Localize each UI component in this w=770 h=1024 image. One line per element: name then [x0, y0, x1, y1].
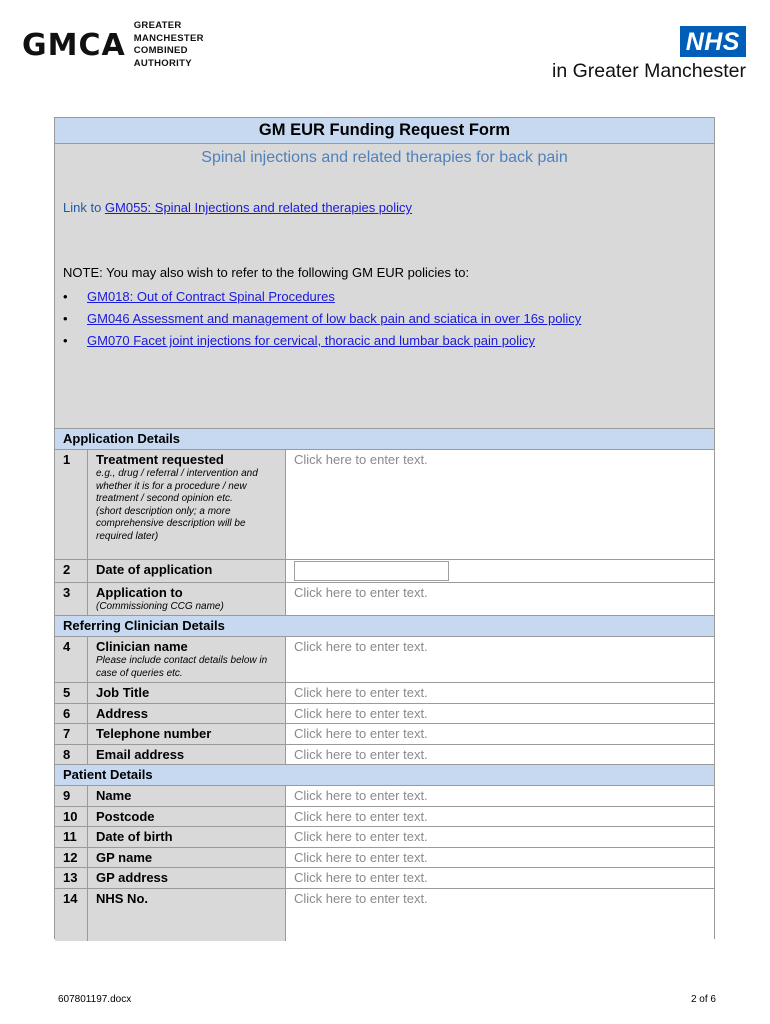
address-field[interactable]: Click here to enter text. [286, 704, 714, 723]
row-label: Job Title [96, 685, 150, 700]
row-label-cell [88, 745, 286, 764]
policy-link[interactable]: GM046 Assessment and management of low back pain and sciatica in over 16s policy [87, 311, 582, 326]
section-referring-clinician: Referring Clinician Details [55, 616, 714, 637]
clinician-name-field[interactable]: Click here to enter text. [286, 637, 714, 682]
row-label-cell [88, 807, 286, 826]
row-label-cell [88, 724, 286, 744]
bullet-icon: • [63, 311, 68, 326]
list-item [63, 288, 581, 310]
row-label: Application to [96, 585, 183, 600]
table-row [55, 724, 714, 745]
row-label: Email address [96, 747, 185, 762]
telephone-field[interactable]: Click here to enter text. [286, 724, 714, 744]
row-number: 8 [55, 745, 88, 764]
row-number: 3 [55, 583, 88, 615]
section-patient-details: Patient Details [55, 765, 714, 786]
table-row [55, 868, 714, 889]
row-number: 14 [55, 889, 88, 941]
gmca-line: GREATER [133, 20, 182, 31]
job-title-field[interactable]: Click here to enter text. [286, 683, 714, 703]
form-title: GM EUR Funding Request Form [55, 118, 714, 144]
bullet-icon: • [63, 333, 68, 348]
policy-link-gm055[interactable]: GM055: Spinal Injections and related therapies policy [104, 200, 413, 215]
row-label-cell [88, 848, 286, 867]
row-number: 13 [55, 868, 88, 888]
table-row [55, 683, 714, 704]
policy-link-line [63, 200, 412, 215]
row-label: Telephone number [96, 726, 212, 741]
table-row [55, 889, 714, 941]
row-label: Clinician name [96, 639, 188, 654]
row-label-cell [88, 827, 286, 847]
row-label: Postcode [96, 809, 155, 824]
row-number: 9 [55, 786, 88, 806]
row-label-cell [88, 889, 286, 941]
policy-link[interactable]: GM018: Out of Contract Spinal Procedures [87, 289, 335, 304]
note-text: NOTE: You may also wish to refer to the following GM EUR policies to: [63, 265, 470, 280]
bullet-icon: • [63, 289, 68, 304]
gp-name-field[interactable]: Click here to enter text. [286, 848, 714, 867]
table-row [55, 807, 714, 827]
table-row [55, 745, 714, 765]
row-label-cell [88, 583, 286, 615]
nhs-logo [552, 26, 746, 83]
table-row [55, 583, 714, 616]
list-item [63, 332, 581, 354]
policy-link[interactable]: GM070 Facet joint injections for cervical, thoracic and lumbar back pain policy [87, 333, 535, 348]
nhs-badge: NHS [680, 26, 746, 57]
row-number: 10 [55, 807, 88, 826]
row-number: 11 [55, 827, 88, 847]
gp-address-field[interactable]: Click here to enter text. [286, 868, 714, 888]
link-prefix: Link to [63, 200, 105, 215]
row-label-cell [88, 560, 286, 582]
date-of-birth-field[interactable]: Click here to enter text. [286, 827, 714, 847]
patient-name-field[interactable]: Click here to enter text. [286, 786, 714, 806]
row-number: 2 [55, 560, 88, 582]
form-subtitle: Spinal injections and related therapies for back pain [201, 149, 568, 166]
row-label-cell [88, 868, 286, 888]
row-hint: Please include contact details below in case of queries etc. [96, 655, 268, 679]
row-number: 5 [55, 683, 88, 703]
row-number: 4 [55, 637, 88, 682]
table-row [55, 704, 714, 724]
row-hint: (Commissioning CCG name) [96, 601, 224, 612]
row-hint: e.g., drug / referral / intervention and whether it is for a procedure / new treatment / second opinion etc. (short description only; a more comprehensive description will be required later) [96, 468, 258, 542]
row-number: 12 [55, 848, 88, 867]
table-row [55, 827, 714, 848]
footer-filename: 607801197.docx [58, 994, 132, 1005]
policy-list [63, 288, 581, 354]
row-label: Treatment requested [96, 452, 224, 467]
table-row [55, 786, 714, 807]
row-label-cell [88, 704, 286, 723]
date-of-application-field[interactable] [294, 561, 449, 581]
row-label-cell [88, 786, 286, 806]
nhs-number-field[interactable]: Click here to enter text. [286, 889, 714, 941]
form-intro [55, 144, 714, 429]
row-label: Date of birth [96, 829, 173, 844]
date-cell [286, 560, 714, 582]
row-label: Address [96, 706, 149, 721]
gmca-line: AUTHORITY [133, 57, 192, 69]
row-number: 1 [55, 450, 88, 559]
gmca-line: MANCHESTER [133, 32, 204, 44]
application-to-field[interactable]: Click here to enter text. [286, 583, 714, 615]
treatment-requested-field[interactable]: Click here to enter text. [286, 450, 714, 559]
table-row [55, 560, 714, 583]
table-row [55, 637, 714, 683]
row-label: Name [96, 788, 132, 803]
row-number: 6 [55, 704, 88, 723]
row-label-cell [88, 450, 286, 559]
row-label: GP address [96, 870, 169, 885]
row-label: GP name [96, 850, 153, 865]
table-row [55, 848, 714, 868]
section-application-details: Application Details [55, 429, 714, 450]
gmca-logo [22, 20, 204, 70]
postcode-field[interactable]: Click here to enter text. [286, 807, 714, 826]
email-field[interactable]: Click here to enter text. [286, 745, 714, 764]
funding-request-form [54, 117, 715, 939]
row-number: 7 [55, 724, 88, 744]
footer-page-number: 2 of 6 [690, 994, 716, 1005]
row-label-cell [88, 683, 286, 703]
row-label-cell [88, 637, 286, 682]
nhs-region: in Greater Manchester [551, 60, 746, 82]
table-row [55, 450, 714, 560]
gmca-subtext [134, 20, 204, 70]
gmca-line: COMBINED [133, 45, 188, 56]
list-item [63, 310, 581, 332]
row-label: NHS No. [96, 891, 148, 906]
gmca-wordmark: GMCA [22, 27, 126, 63]
row-label: Date of application [96, 562, 213, 577]
